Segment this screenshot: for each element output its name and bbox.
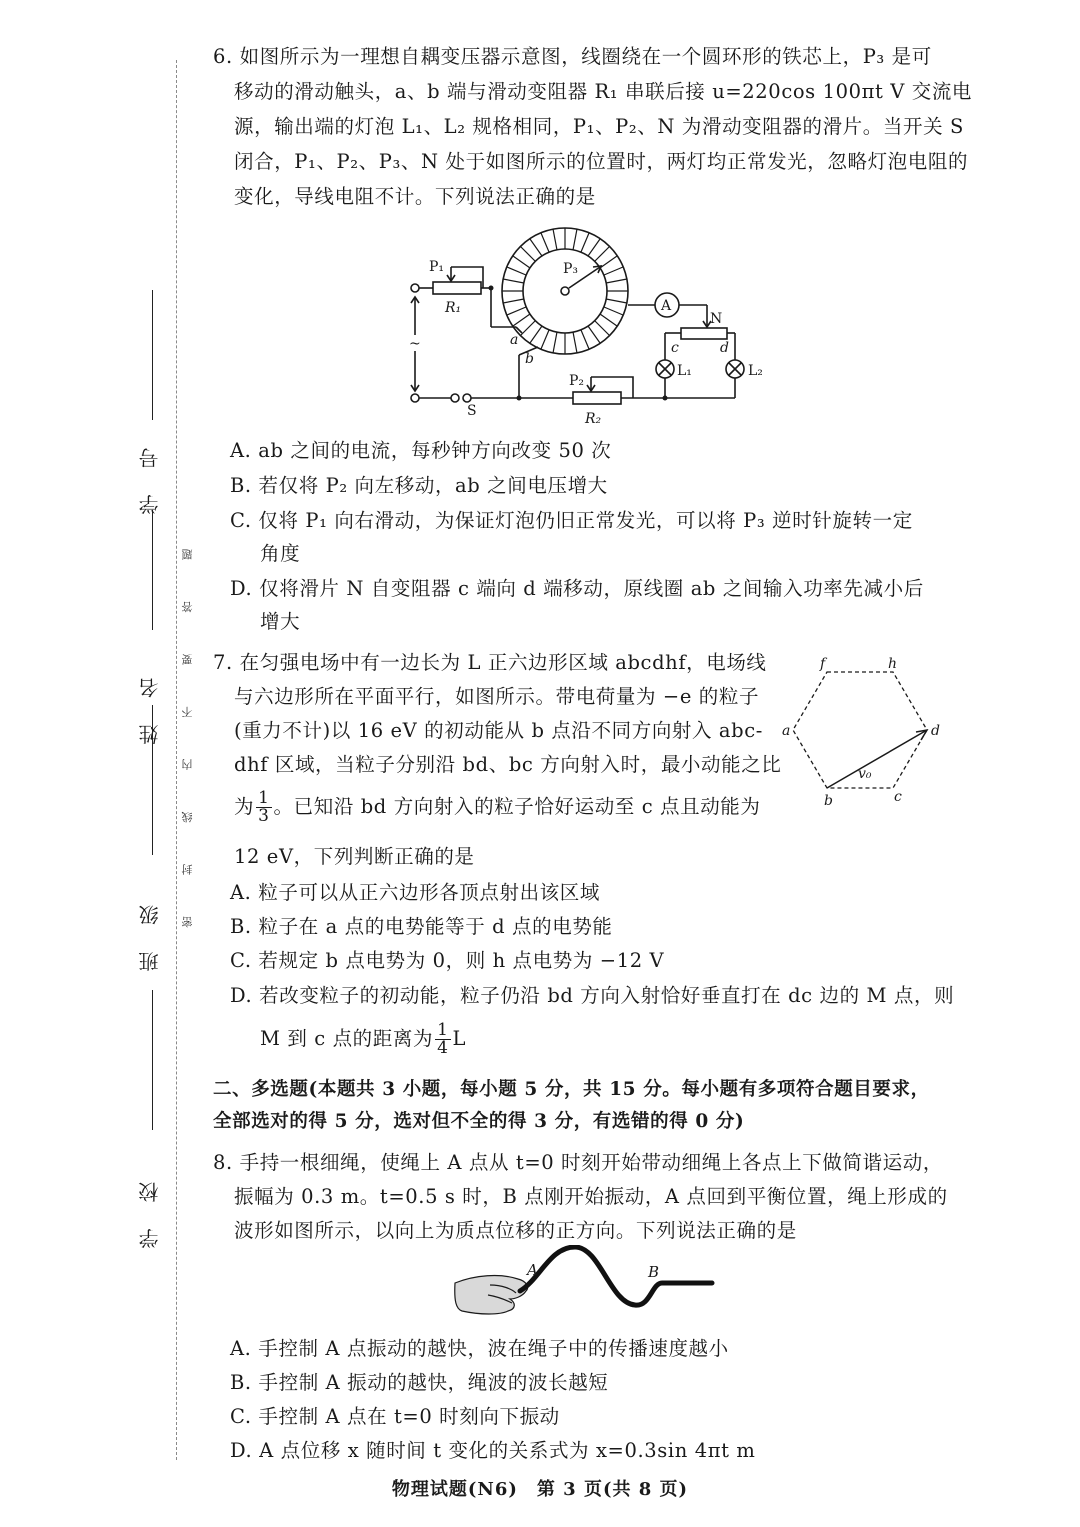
q7-line: 7. 在匀强电场中有一边长为 L 正六边形区域 abcdhf，电场线 bbox=[213, 651, 767, 674]
q7-line5-pre: 为 bbox=[234, 795, 255, 818]
vertex-h: h bbox=[888, 656, 898, 672]
label-b: b bbox=[525, 351, 534, 367]
label-s: S bbox=[467, 403, 477, 419]
fraction-denominator: 4 bbox=[437, 1038, 449, 1058]
vertex-a: a bbox=[782, 723, 791, 739]
fraction-numerator: 1 bbox=[258, 788, 270, 808]
q7-optd-pre: M 到 c 点的距离为 bbox=[260, 1027, 434, 1050]
q6-option-a: A. ab 之间的电流，每秒钟方向改变 50 次 bbox=[230, 439, 612, 462]
q7-optd-post: L bbox=[452, 1027, 467, 1050]
vertex-b: b bbox=[824, 793, 833, 809]
q8-option-a: A. 手控制 A 点振动的越快，波在绳子中的传播速度越小 bbox=[230, 1337, 729, 1360]
school-label: 学 校 bbox=[138, 1172, 162, 1249]
fraction-numerator: 1 bbox=[437, 1020, 449, 1040]
q7-line: (重力不计)以 16 eV 的初动能从 b 点沿不同方向射入 abc- bbox=[234, 719, 763, 742]
q7-line-fraction bbox=[234, 790, 761, 825]
label-point-a: A bbox=[527, 1261, 538, 1279]
student-name-label: 姓 名 bbox=[138, 668, 162, 745]
label-p2: P₂ bbox=[569, 373, 585, 389]
label-p3: P₃ bbox=[563, 261, 579, 277]
q6-option-c: C. 仅将 P₁ 向右滑动，为保证灯泡仍旧正常发光，可以将 P₃ 逆时针旋转一定 bbox=[230, 509, 913, 532]
q8-option-c: C. 手控制 A 点在 t=0 时刻向下振动 bbox=[230, 1405, 560, 1428]
q7-line5-post: 。已知沿 bd 方向射入的粒子恰好运动至 c 点且动能为 bbox=[273, 795, 761, 818]
q6-line: 变化，导线电阻不计。下列说法正确的是 bbox=[234, 185, 596, 208]
binding-dotted-line bbox=[176, 60, 177, 1460]
name-underline bbox=[152, 510, 153, 630]
class-label: 班 级 bbox=[138, 895, 162, 972]
q7-option-c: C. 若规定 b 点电势为 0，则 h 点电势为 −12 V bbox=[230, 949, 665, 972]
seal-line-warning: 密 封 线 内 不 要 答 题 bbox=[181, 530, 194, 928]
vertex-c: c bbox=[894, 789, 902, 805]
q6-option-b: B. 若仅将 P₂ 向左移动，ab 之间电压增大 bbox=[230, 474, 608, 497]
label-r1: R₁ bbox=[445, 300, 462, 316]
label-r2: R₂ bbox=[585, 411, 602, 427]
q8-option-b: B. 手控制 A 振动的越快，绳波的波长越短 bbox=[230, 1371, 609, 1394]
fraction-one-third bbox=[256, 790, 271, 825]
school-underline bbox=[152, 990, 153, 1130]
q7-option-a: A. 粒子可以从正六边形各顶点射出该区域 bbox=[230, 881, 600, 904]
label-a: a bbox=[510, 332, 519, 348]
q7-option-b: B. 粒子在 a 点的电势能等于 d 点的电势能 bbox=[230, 915, 613, 938]
q6-option-d-cont: 增大 bbox=[260, 610, 301, 633]
fraction-denominator: 3 bbox=[258, 806, 270, 826]
q7-line: dhf 区域，当粒子分别沿 bd、bc 方向射入时，最小动能之比 bbox=[234, 753, 782, 776]
label-ac-source: ~ bbox=[409, 336, 421, 352]
q7-line: 与六边形所在平面平行，如图所示。带电荷量为 −e 的粒子 bbox=[234, 685, 760, 708]
hand-icon bbox=[455, 1276, 528, 1314]
q6-line: 闭合，P₁、P₂、P₃、N 处于如图所示的位置时，两灯均正常发光，忽略灯泡电阻的 bbox=[234, 150, 969, 173]
page-footer: 物理试题(N6) 第 3 页(共 8 页) bbox=[391, 1479, 689, 1500]
q6-line: 6. 如图所示为一理想自耦变压器示意图，线圈绕在一个圆环形的铁芯上，P₃ 是可 bbox=[213, 45, 932, 68]
q7-line: 12 eV，下列判断正确的是 bbox=[234, 845, 475, 868]
label-n: N bbox=[710, 311, 723, 327]
label-ammeter: A bbox=[661, 298, 672, 314]
fraction-one-quarter bbox=[435, 1022, 450, 1057]
q7-hexagon-figure bbox=[780, 650, 950, 810]
q6-circuit-figure bbox=[395, 215, 785, 430]
q6-option-c-cont: 角度 bbox=[260, 542, 301, 565]
velocity-label: v₀ bbox=[858, 766, 872, 782]
vertex-d: d bbox=[931, 723, 940, 739]
label-p1: P₁ bbox=[429, 259, 445, 275]
number-underline bbox=[152, 290, 153, 420]
q8-line: 振幅为 0.3 m。t=0.5 s 时，B 点刚开始振动，A 点回到平衡位置，绳上形成的 bbox=[234, 1185, 948, 1208]
vertex-f: f bbox=[820, 656, 826, 672]
label-l2: L₂ bbox=[748, 363, 763, 379]
label-d: d bbox=[720, 340, 729, 356]
section-two-line: 二、多选题(本题共 3 小题，每小题 5 分，共 15 分。每小题有多项符合题目要求， bbox=[213, 1079, 930, 1100]
q8-line: 8. 手持一根细绳，使绳上 A 点从 t=0 时刻开始带动细绳上各点上下做简谐运动， bbox=[213, 1151, 943, 1174]
q8-rope-wave-figure bbox=[450, 1245, 730, 1325]
label-l1: L₁ bbox=[677, 363, 692, 379]
q7-option-d: D. 若改变粒子的初动能，粒子仍沿 bd 方向入射恰好垂直打在 dc 边的 M 点，则 bbox=[230, 984, 955, 1007]
q8-line: 波形如图所示，以向上为质点位移的正方向。下列说法正确的是 bbox=[234, 1219, 797, 1242]
section-two-line: 全部选对的得 5 分，选对但不全的得 3 分，有选错的得 0 分) bbox=[213, 1111, 745, 1132]
q6-line: 移动的滑动触头，a、b 端与滑动变阻器 R₁ 串联后接 u=220cos 100πt V 交流电 bbox=[234, 80, 973, 103]
q6-line: 源，输出端的灯泡 L₁、L₂ 规格相同，P₁、P₂、N 为滑动变阻器的滑片。当开关 S bbox=[234, 115, 964, 138]
label-point-b: B bbox=[648, 1263, 660, 1281]
label-c: c bbox=[671, 340, 679, 356]
q8-option-d: D. A 点位移 x 随时间 t 变化的关系式为 x=0.3sin 4πt m bbox=[230, 1439, 756, 1462]
student-number-label: 学 号 bbox=[138, 438, 162, 515]
q7-option-d-cont bbox=[260, 1022, 466, 1057]
q6-option-d: D. 仅将滑片 N 自变阻器 c 端向 d 端移动，原线圈 ab 之间输入功率先减小后 bbox=[230, 577, 924, 600]
